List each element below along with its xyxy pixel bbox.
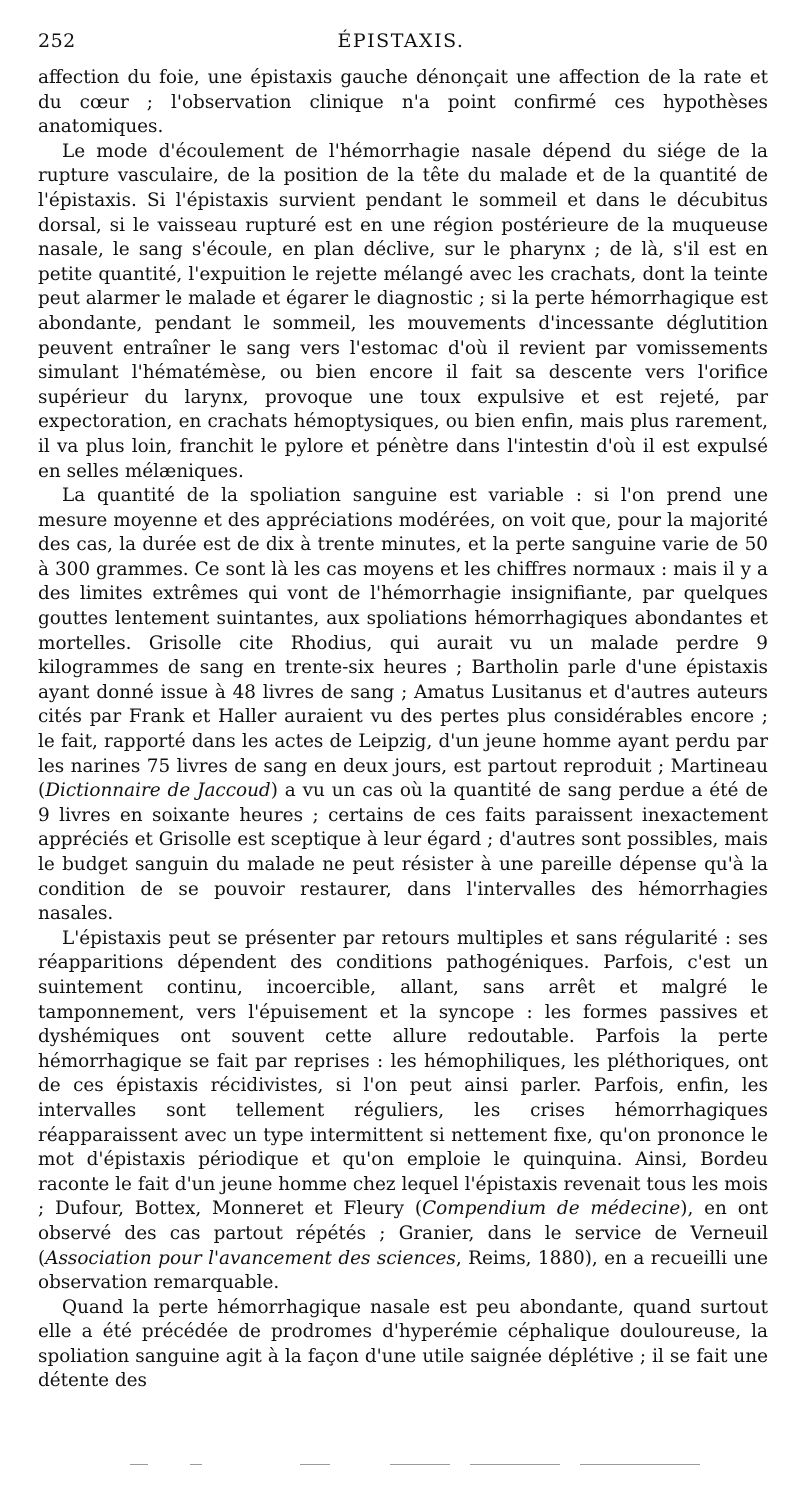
paragraph-perte-peu-abondante: Quand la perte hémorrhagique nasale est peu abondante, quand surtout elle a été précédée de prodromes d'hyperémie céphalique douloureuse, la spoliation sanguine agit à la façon d'une utile saignée déplétive ; il se fait une détente des [38,1296,768,1392]
paragraph-mode-ecoulement: Le mode d'écoulement de l'hémorrhagie nasale dépend du siége de la rupture vasculaire, de la position de la tête du malade et de la quantité de l'épistaxis. Si l'épistaxis survient pendant le sommeil et dans le décubitus dorsal, si le vaisseau rupturé est en une région postérieure de la muqueuse nasale, le sang s'écoule, en plan déclive, sur le pharynx ; de là, s'il est en petite quantité, l'expuition le rejette mélangé avec les crachats, dont la teinte peut alarmer le malade et égarer le diagnostic ; si la perte hémorrhagique est abondante, pendant le sommeil, les mouvements d'incessante déglutition peuvent entraîner le sang vers l'estomac d'où il revient par vomissements simulant l'hématémèse, ou bien encore il fait sa descente vers l'orifice supérieur du larynx, provoque une toux expulsive et est rejeté, par expectoration, en crachats hémoptysiques, ou bien enfin, mais plus rarement, il va plus loin, franchit le pylore et pénètre dans l'intestin d'où il est expulsé en selles mélæniques. [38,140,768,482]
italic-citation: Compendium de médecine [422,1198,681,1220]
paragraph-text-segment: La quantité de la spoliation sanguine est variable : si l'on prend une mesure moyenne et des appréciations modérées, on voit que, pour la majorité des cas, la durée est de dix à trente minutes, et la perte sanguine varie de 50 à 300 grammes. Ce sont là les cas moyens et les chiffres normaux : mais il y a des limites extrêmes qui vont de l'hémorrhagie insignifiante, par quelques gouttes lentement suintantes, aux spoliations hémorrhagiques abondantes et mortelles. Grisolle cite Rhodius, qui aurait vu un malade perdre 9 kilogrammes de sang en trente-six heures ; Bartholin parle d'une épistaxis ayant donné issue à 48 livres de sang ; Amatus Lusitanus et d'autres auteurs cités par Frank et Haller auraient vu des pertes plus considérables encore ; le fait, rapporté dans les actes de Leipzig, d'un jeune homme ayant perdu par les narines 75 livres de sang en deux jours, est partout reproduit ; Martineau ( [38,485,768,802]
paragraph-text-segment: L'épistaxis peut se présenter par retours multiples et sans régularité : ses réapparitions dépendent des conditions pathogéniques. Parfois, c'est un suintement continu, incoercible, allant, sans arrêt et malgré le tamponnement, vers l'épuisement et la syncope : les formes passives et dyshémiques ont souvent cette allure redoutable. Parfois la perte hémorrhagique se fait par reprises : les hémophiliques, les pléthoriques, ont de ces épistaxis récidivistes, si l'on peut ainsi parler. Parfois, enfin, les intervalles sont tellement réguliers, les crises hémorrhagiques réapparaissent avec un type intermittent si nettement fixe, qu'on prononce le mot d'épistaxis périodique et qu'on emploie le quinquina. Ainsi, Bordeu raconte le fait d'un jeune homme chez lequel l'épistaxis revenait tous les mois ; Dufour, Bottex, Monneret et Fleury ( [38,927,768,1220]
print-artifact-marks [130,1462,730,1468]
paragraph-retours-multiples [38,927,768,1296]
italic-citation: Dictionnaire de Jaccoud [45,780,271,802]
paragraph-quantite-spoliation [38,484,768,927]
paragraph-text-segment: ) a vu un cas où la quantité de sang perdue a été de 9 livres en soixante heures ; certains de ces faits paraissent inexactement appréciés et Grisolle est sceptique à leur égard ; d'autres sont possibles, mais le budget sanguin du malade ne peut résister à une pareille dépense qu'à la condition de se pouvoir restaurer, dans l'intervalles des hémorrhagies nasales. [38,780,768,925]
paragraph-text-segment: , Reims, 1880), en a recueilli une observation remarquable. [38,1247,768,1294]
italic-citation: Association pour l'avancement des sciences [45,1247,456,1269]
paragraph-continuation: affection du foie, une épistaxis gauche dénonçait une affection de la rate et du cœur ; l'observation clinique n'a point confirmé ces hypothèses anatomiques. [38,67,768,138]
body-text [38,66,768,1394]
running-title: ÉPISTAXIS. [337,30,465,52]
page-number: 252 [38,30,76,52]
paragraph-text-segment: ), en ont observé des cas partout répétés ; Granier, dans le service de Verneuil ( [38,1198,768,1269]
running-header [38,30,764,62]
